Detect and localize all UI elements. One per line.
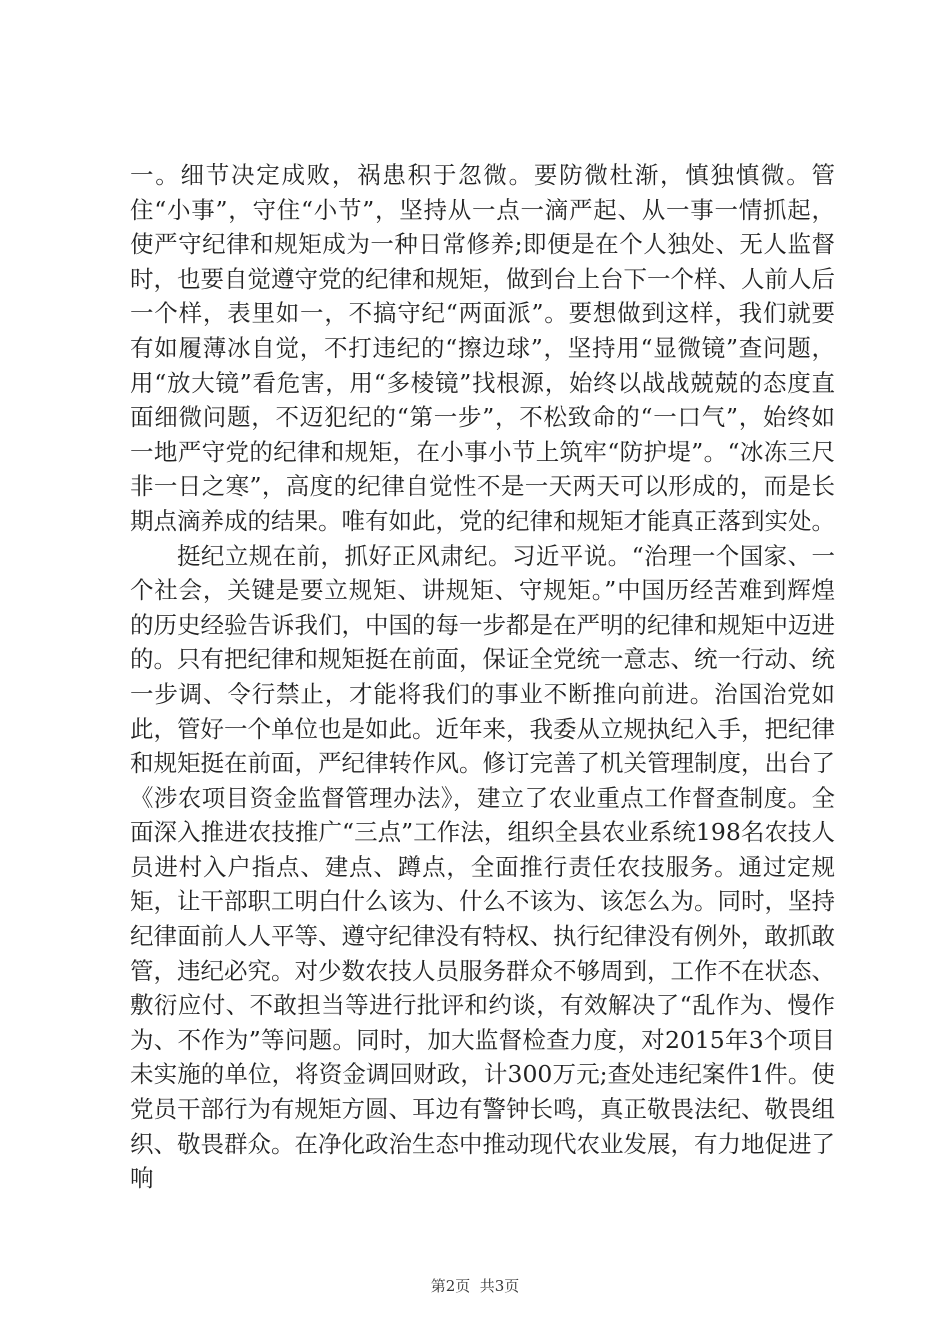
paragraph-1: 一。细节决定成败，祸患积于忽微。要防微杜渐，慎独慎微。管住“小事”，守住“小节”，坚持从一点一滴严起、从一事一情抓起，使严守纪律和规矩成为一种日常修养;即便是在个人独处、无人监督时，也要自觉遵守党的纪律和规矩，做到台上台下一个样、人前人后一个样，表里如一，不搞守纪“两面派”。要想做到这样，我们就要有如履薄冰自觉，不打违纪的“擦边球”，坚持用“显微镜”查问题，用“放大镜”看危害，用“多棱镜”找根源，始终以战战兢兢的态度直面细微问题，不迈犯纪的“第一步”，不松致命的“一口气”，始终如一地严守党的纪律和规矩，在小事小节上筑牢“防护堤”。“冰冻三尺非一日之寒”，高度的纪律自觉性不是一天两天可以形成的，而是长期点滴养成的结果。唯有如此，党的纪律和规矩才能真正落到实处。 [130, 161, 835, 535]
page-footer: 第2页 共3页 [430, 1277, 520, 1295]
paragraph-2: 挺纪立规在前，抓好正风肃纪。习近平说。“治理一个国家、一个社会，关键是要立规矩、讲规矩、守规矩。”中国历经苦难到辉煌的历史经验告诉我们，中国的每一步都是在严明的纪律和规矩中迈进的。只有把纪律和规矩挺在前面，保证全党统一意志、统一行动、统一步调、令行禁止，才能将我们的事业不断推向前进。治国治党如此，管好一个单位也是如此。近年来，我委从立规执纪入手，把纪律和规矩挺在前面，严纪律转作风。修订完善了机关管理制度，出台了《涉农项目资金监督管理办法》，建立了农业重点工作督查制度。全面深入推进农技推广“三点”工作法，组织全县农业系统198名农技人员进村入户指点、建点、蹲点，全面推行责任农技服务。通过定规矩，让干部职工明白什么该为、什么不该为、该怎么为。同时，坚持纪律面前人人平等、遵守纪律没有特权、执行纪律没有例外，敢抓敢管，违纪必究。对少数农技人员服务群众不够周到，工作不在状态、敷衍应付、不敢担当等进行批评和约谈，有效解决了“乱作为、慢作为、不作为”等问题。同时，加大监督检查力度，对2015年3个项目未实施的单位，将资金调回财政，计300万元;查处违纪案件1件。使党员干部行为有规矩方圆、耳边有警钟长鸣，真正敬畏法纪、敬畏组织、敬畏群众。在净化政治生态中推动现代农业发展，有力地促进了响 [130, 541, 835, 1193]
document-body [130, 158, 835, 1196]
